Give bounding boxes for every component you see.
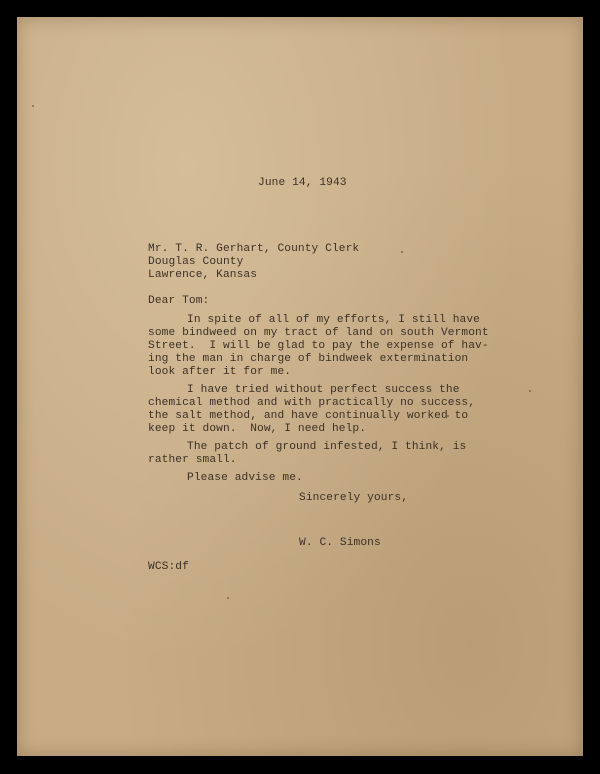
paper-speck	[529, 390, 531, 392]
paragraph-line: the salt method, and have continually worked to	[148, 410, 469, 422]
paragraph-line: ing the man in charge of bindweek extermination	[148, 353, 469, 365]
address-line: Douglas County	[148, 256, 244, 268]
address-line: Lawrence, Kansas	[148, 269, 258, 281]
paragraph-line: rather small.	[148, 454, 237, 466]
salutation: Dear Tom:	[148, 295, 210, 307]
paper-speck	[32, 105, 34, 107]
paragraph-line: The patch of ground infested, I think, is	[187, 441, 467, 453]
signature: W. C. Simons	[299, 537, 381, 549]
paper-speck	[227, 597, 229, 599]
paragraph-line: some bindweed on my tract of land on south Vermont	[148, 327, 489, 339]
closing: Sincerely yours,	[299, 492, 409, 504]
letter-date: June 14, 1943	[258, 177, 347, 189]
paragraph-line: In spite of all of my efforts, I still have	[187, 314, 480, 326]
typist-initials: WCS:df	[148, 561, 189, 573]
address-line: Mr. T. R. Gerhart, County Clerk	[148, 243, 360, 255]
letter-page	[17, 17, 583, 756]
paragraph-line: look after it for me.	[148, 366, 292, 378]
paragraph-line: I have tried without perfect success the	[187, 384, 460, 396]
paper-speck	[401, 251, 403, 253]
paragraph-line: Street. I will be glad to pay the expense of hav-	[148, 340, 489, 352]
paragraph-line: chemical method and with practically no success,	[148, 397, 476, 409]
paragraph-line: keep it down. Now, I need help.	[148, 423, 367, 435]
paragraph-line: Please advise me.	[187, 472, 303, 484]
